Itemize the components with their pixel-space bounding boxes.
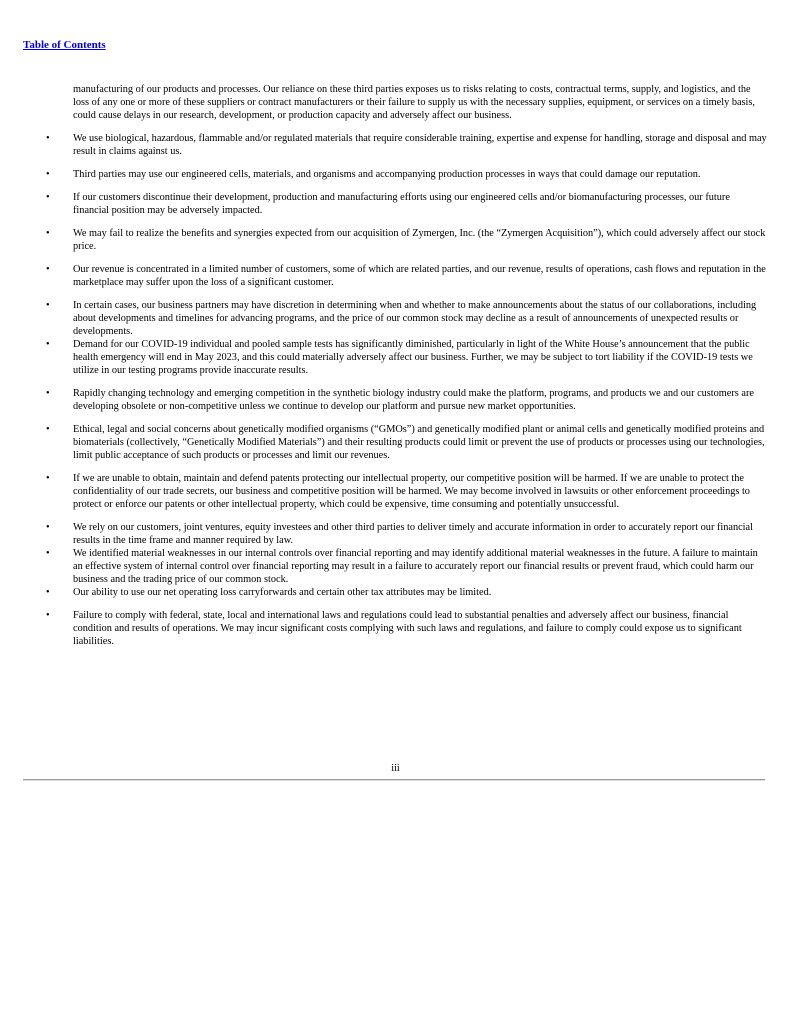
- risk-text: Our revenue is concentrated in a limited number of customers, some of which are related parties, and our revenue, results of operations, cash flows and reputation in the marketplace may suffer upon the loss of a significant customer.: [73, 264, 766, 288]
- risk-item: [46, 338, 767, 377]
- bullet: •: [46, 548, 50, 559]
- risk-text: If our customers discontinue their development, production and manufacturing efforts using our engineered cells and/or biomanufacturing processes, our future financial position may be adversely impacted.: [73, 192, 730, 216]
- risk-text: We may fail to realize the benefits and synergies expected from our acquisition of Zymergen, Inc. (the “Zymergen Acquisition”), which could adversely affect our stock price.: [73, 228, 766, 252]
- bullet: •: [46, 339, 50, 350]
- table-of-contents-link[interactable]: Table of Contents: [23, 39, 106, 51]
- risk-text: Demand for our COVID-19 individual and pooled sample tests has significantly diminished, particularly in light of the White House’s announcement that the public health emergency will end in May 2023, and this could materially adversely affect our business. Further, we may be subject to tort liability if the COVID-19 tests we utilize in our testing programs provide inaccurate results.: [73, 339, 753, 376]
- bullet: •: [46, 610, 50, 621]
- risk-item: [46, 299, 767, 338]
- bullet: •: [46, 388, 50, 399]
- risk-text: Failure to comply with federal, state, local and international laws and regulations could lead to substantial penalties and adversely affect our business, financial condition and results of operations. We may incur significant costs complying with such laws and regulations, and failure to comply could expose us to significant liabilities.: [73, 610, 742, 647]
- page-number: iii: [391, 763, 400, 774]
- bullet: •: [46, 473, 50, 484]
- risk-text: We rely on our customers, joint ventures, equity investees and other third parties to deliver timely and accurate information in order to accurately report our financial results in the time frame and manner required by law.: [73, 522, 753, 546]
- page-divider: [23, 779, 765, 781]
- risk-item: [46, 521, 767, 547]
- risk-item: [46, 586, 767, 599]
- risk-item: [46, 423, 767, 462]
- risk-item: [46, 263, 767, 289]
- risk-summary-content: [46, 83, 767, 658]
- risk-text: If we are unable to obtain, maintain and defend patents protecting our intellectual property, our competitive position will be harmed. If we are unable to protect the confidentiality of our trade secrets, our business and competitive position will be harmed. We may become involved in lawsuits or other enforcement proceedings to protect or enforce our patents or other intellectual property, which could be expensive, time consuming and potentially unsuccessful.: [73, 473, 750, 510]
- intro-paragraph: manufacturing of our products and processes. Our reliance on these third parties exposes us to risks relating to costs, contractual terms, supply, and logistics, and the loss of any one or more of these suppliers or contract manufacturers or their failure to supply us with the necessary supplies, equipment, or services on a timely basis, could cause delays in our research, development, or production capacity and adversely affect our business.: [73, 84, 755, 121]
- risk-text: We identified material weaknesses in our internal controls over financial reporting and may identify additional material weaknesses in the future. A failure to maintain an effective system of internal control over financial reporting may result in a failure to accurately report our financial results or prevent fraud, which could harm our business and the trading price of our common stock.: [73, 548, 758, 585]
- risk-item: [46, 191, 767, 217]
- bullet: •: [46, 522, 50, 533]
- bullet: •: [46, 424, 50, 435]
- bullet: •: [46, 169, 50, 180]
- risk-item: [46, 132, 767, 158]
- bullet: •: [46, 133, 50, 144]
- risk-item: [46, 472, 767, 511]
- bullet: •: [46, 264, 50, 275]
- risk-item: [46, 547, 767, 586]
- risk-item: [46, 609, 767, 648]
- risk-text: We use biological, hazardous, flammable and/or regulated materials that require considerable training, expertise and expense for handling, storage and disposal and may result in claims against us.: [73, 133, 767, 157]
- risk-text: Third parties may use our engineered cells, materials, and organisms and accompanying production processes in ways that could damage our reputation.: [73, 169, 701, 180]
- risk-item: [46, 387, 767, 413]
- risk-item: [46, 168, 767, 181]
- risk-text: Rapidly changing technology and emerging competition in the synthetic biology industry could make the platform, programs, and products we and our customers are developing obsolete or non-competitive unless we continue to develop our platform and pursue new market opportunities.: [73, 388, 754, 412]
- risk-text: In certain cases, our business partners may have discretion in determining when and whether to make announcements about the status of our collaborations, including about developments and timelines for advancing programs, and the price of our common stock may decline as a result of announcements of unexpected results or developments.: [73, 300, 757, 337]
- bullet: •: [46, 192, 50, 203]
- bullet: •: [46, 587, 50, 598]
- bullet: •: [46, 300, 50, 311]
- bullet: •: [46, 228, 50, 239]
- risk-text: Our ability to use our net operating loss carryforwards and certain other tax attributes may be limited.: [73, 587, 492, 598]
- risk-item: [46, 227, 767, 253]
- risk-text: Ethical, legal and social concerns about genetically modified organisms (“GMOs”) and genetically modified plant or animal cells and genetically modified proteins and biomaterials (collectively, “Genetically Modified Materials”) and their resulting products could limit or prevent the use of products or processes using our technologies, limit public acceptance of such products or processes and limit our revenues.: [73, 424, 765, 461]
